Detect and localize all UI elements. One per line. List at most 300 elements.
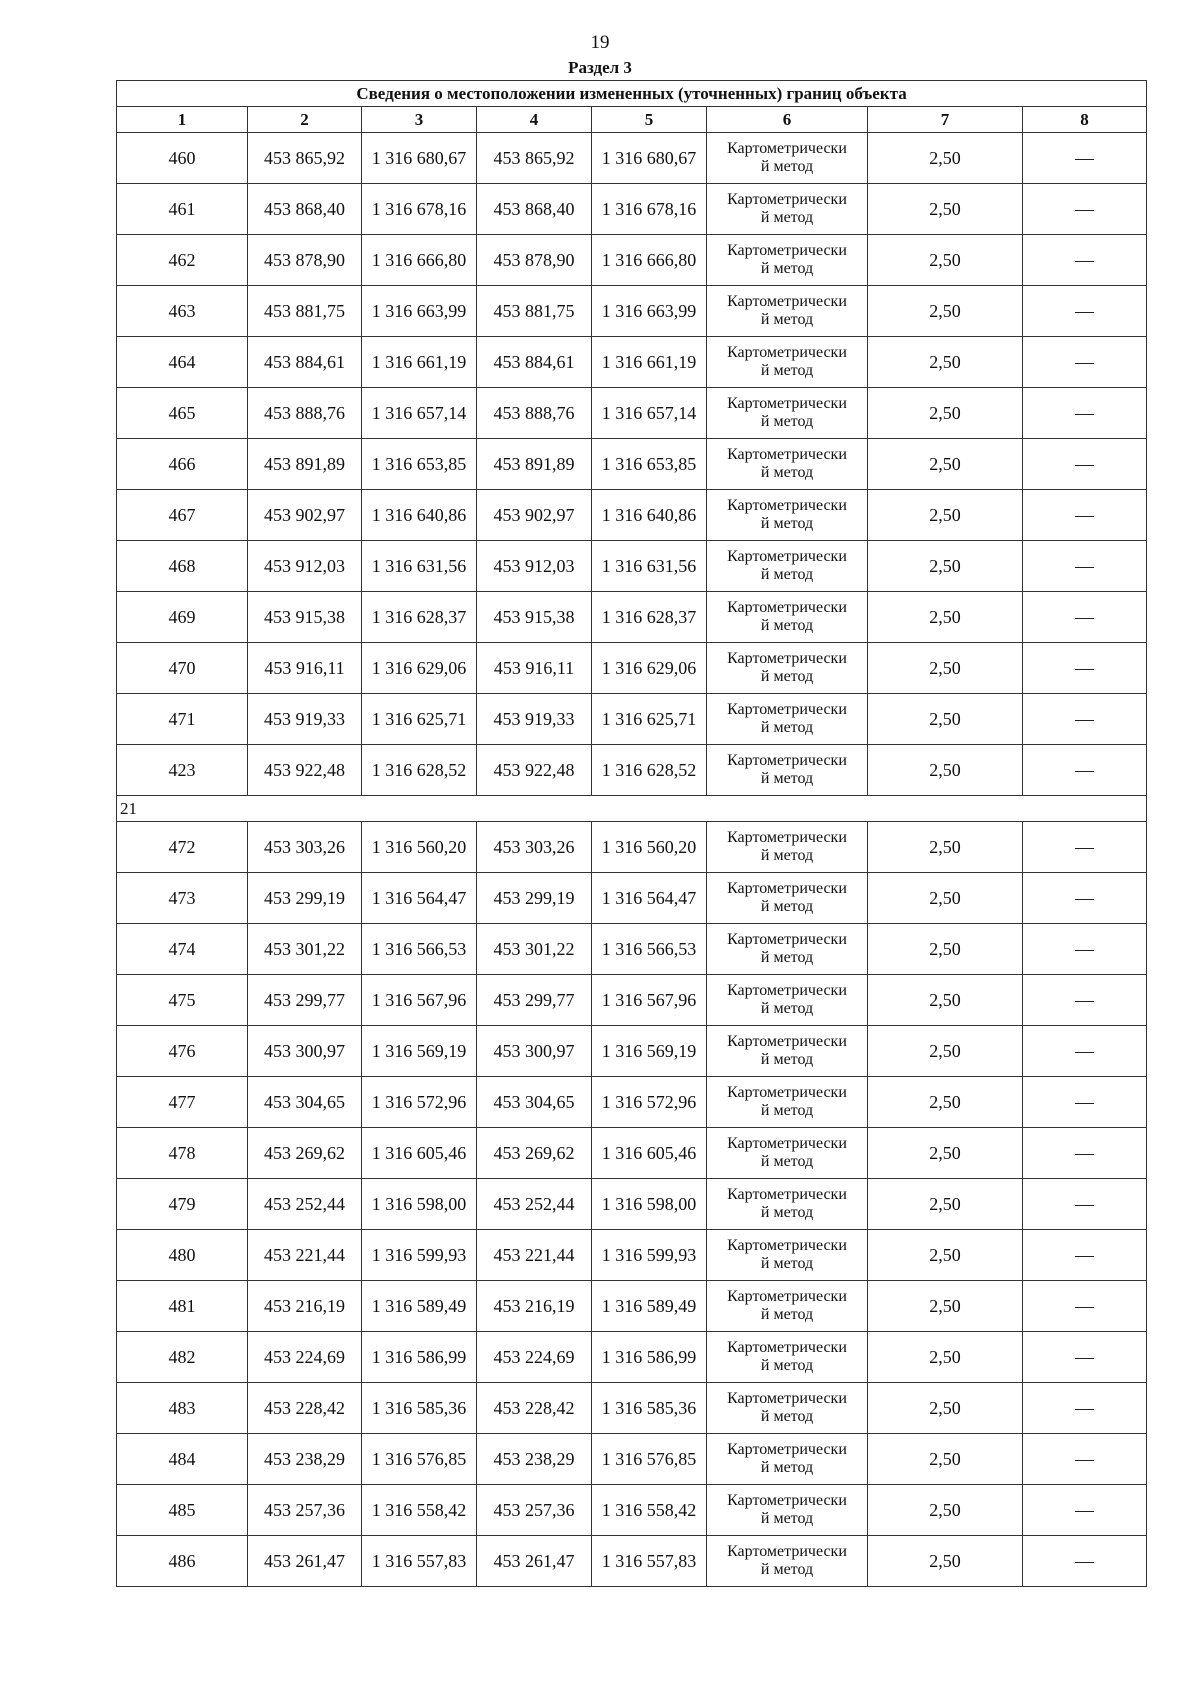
table-row [117, 975, 1147, 1026]
point-number-cell: 474 [117, 924, 248, 975]
point-number-cell: 469 [117, 592, 248, 643]
method-text-line1: Картометрически [727, 191, 847, 208]
contour-label: 21 [117, 796, 1147, 822]
accuracy-cell: 2,50 [868, 1026, 1023, 1077]
method-cell [707, 592, 868, 643]
existing-y-cell: 1 316 599,93 [362, 1230, 477, 1281]
empty-mark-cell [1023, 1281, 1147, 1332]
point-number-cell: 460 [117, 133, 248, 184]
method-cell [707, 490, 868, 541]
dash-mark [1075, 771, 1094, 772]
table-row [117, 439, 1147, 490]
refined-y-cell: 1 316 657,14 [592, 388, 707, 439]
refined-x-cell: 453 891,89 [477, 439, 592, 490]
accuracy-cell: 2,50 [868, 975, 1023, 1026]
section-title: Раздел 3 [568, 58, 632, 77]
refined-x-cell: 453 299,19 [477, 873, 592, 924]
method-text-line1: Картометрически [727, 1135, 847, 1152]
refined-x-cell: 453 919,33 [477, 694, 592, 745]
dash-mark [1075, 1307, 1094, 1308]
page-number: 19 [590, 32, 610, 53]
empty-mark-cell [1023, 184, 1147, 235]
existing-y-cell: 1 316 557,83 [362, 1536, 477, 1587]
refined-y-cell: 1 316 625,71 [592, 694, 707, 745]
column-header: 8 [1023, 107, 1147, 133]
refined-x-cell: 453 902,97 [477, 490, 592, 541]
empty-mark-cell [1023, 286, 1147, 337]
refined-x-cell: 453 915,38 [477, 592, 592, 643]
column-header: 6 [707, 107, 868, 133]
refined-y-cell: 1 316 586,99 [592, 1332, 707, 1383]
table-row [117, 235, 1147, 286]
existing-y-cell: 1 316 680,67 [362, 133, 477, 184]
point-number-cell: 423 [117, 745, 248, 796]
refined-y-cell: 1 316 598,00 [592, 1179, 707, 1230]
empty-mark-cell [1023, 235, 1147, 286]
dash-mark [1075, 1460, 1094, 1461]
existing-x-cell: 453 912,03 [248, 541, 362, 592]
existing-x-cell: 453 919,33 [248, 694, 362, 745]
method-text-line1: Картометрически [727, 982, 847, 999]
empty-mark-cell [1023, 1026, 1147, 1077]
method-text-line1: Картометрически [727, 1543, 847, 1560]
accuracy-cell: 2,50 [868, 1332, 1023, 1383]
method-cell [707, 1128, 868, 1179]
method-cell [707, 924, 868, 975]
method-cell [707, 1485, 868, 1536]
dash-mark [1075, 1001, 1094, 1002]
refined-y-cell: 1 316 653,85 [592, 439, 707, 490]
empty-mark-cell [1023, 694, 1147, 745]
column-number-row [117, 107, 1147, 133]
point-number-cell: 479 [117, 1179, 248, 1230]
method-text-line1: Картометрически [727, 1441, 847, 1458]
table-row [117, 1128, 1147, 1179]
refined-x-cell: 453 888,76 [477, 388, 592, 439]
refined-y-cell: 1 316 569,19 [592, 1026, 707, 1077]
accuracy-cell: 2,50 [868, 337, 1023, 388]
method-cell [707, 1179, 868, 1230]
table-row [117, 694, 1147, 745]
column-header: 7 [868, 107, 1023, 133]
boundary-coordinates-table [116, 80, 1147, 1587]
existing-x-cell: 453 238,29 [248, 1434, 362, 1485]
dash-mark [1075, 899, 1094, 900]
existing-x-cell: 453 881,75 [248, 286, 362, 337]
table-row [117, 643, 1147, 694]
method-text-line2: й метод [760, 1408, 814, 1425]
method-text-line2: й метод [760, 668, 814, 685]
accuracy-cell: 2,50 [868, 184, 1023, 235]
method-text-line2: й метод [760, 1153, 814, 1170]
existing-x-cell: 453 228,42 [248, 1383, 362, 1434]
existing-y-cell: 1 316 663,99 [362, 286, 477, 337]
accuracy-cell: 2,50 [868, 133, 1023, 184]
refined-y-cell: 1 316 599,93 [592, 1230, 707, 1281]
empty-mark-cell [1023, 1536, 1147, 1587]
method-text-line1: Картометрически [727, 344, 847, 361]
existing-x-cell: 453 865,92 [248, 133, 362, 184]
dash-mark [1075, 1154, 1094, 1155]
table-row [117, 1434, 1147, 1485]
column-header: 1 [117, 107, 248, 133]
table-row [117, 1281, 1147, 1332]
table-row [117, 286, 1147, 337]
table-body [117, 133, 1147, 1587]
table-row [117, 592, 1147, 643]
method-text-line1: Картометрически [727, 1492, 847, 1509]
dash-mark [1075, 516, 1094, 517]
refined-x-cell: 453 238,29 [477, 1434, 592, 1485]
refined-x-cell: 453 916,11 [477, 643, 592, 694]
point-number-cell: 461 [117, 184, 248, 235]
method-text-line1: Картометрически [727, 293, 847, 310]
empty-mark-cell [1023, 1128, 1147, 1179]
existing-x-cell: 453 922,48 [248, 745, 362, 796]
empty-mark-cell [1023, 975, 1147, 1026]
dash-mark [1075, 465, 1094, 466]
method-text-line2: й метод [760, 413, 814, 430]
point-number-cell: 467 [117, 490, 248, 541]
accuracy-cell: 2,50 [868, 643, 1023, 694]
refined-y-cell: 1 316 564,47 [592, 873, 707, 924]
existing-y-cell: 1 316 560,20 [362, 822, 477, 873]
table-row [117, 541, 1147, 592]
method-text-line2: й метод [760, 1459, 814, 1476]
method-text-line2: й метод [760, 1204, 814, 1221]
method-text-line2: й метод [760, 1000, 814, 1017]
point-number-cell: 471 [117, 694, 248, 745]
table-row [117, 873, 1147, 924]
refined-x-cell: 453 303,26 [477, 822, 592, 873]
accuracy-cell: 2,50 [868, 1434, 1023, 1485]
point-number-cell: 477 [117, 1077, 248, 1128]
existing-y-cell: 1 316 564,47 [362, 873, 477, 924]
existing-x-cell: 453 304,65 [248, 1077, 362, 1128]
table-row [117, 1230, 1147, 1281]
method-text-line1: Картометрически [727, 880, 847, 897]
method-text-line1: Картометрически [727, 140, 847, 157]
column-header: 4 [477, 107, 592, 133]
method-text-line2: й метод [760, 719, 814, 736]
contour-row [117, 796, 1147, 822]
existing-y-cell: 1 316 566,53 [362, 924, 477, 975]
refined-y-cell: 1 316 576,85 [592, 1434, 707, 1485]
point-number-cell: 476 [117, 1026, 248, 1077]
table-row [117, 490, 1147, 541]
accuracy-cell: 2,50 [868, 592, 1023, 643]
method-text-line2: й метод [760, 158, 814, 175]
refined-y-cell: 1 316 605,46 [592, 1128, 707, 1179]
accuracy-cell: 2,50 [868, 822, 1023, 873]
method-cell [707, 975, 868, 1026]
accuracy-cell: 2,50 [868, 1536, 1023, 1587]
table-row [117, 745, 1147, 796]
existing-y-cell: 1 316 625,71 [362, 694, 477, 745]
method-text-line2: й метод [760, 515, 814, 532]
dash-mark [1075, 261, 1094, 262]
empty-mark-cell [1023, 388, 1147, 439]
dash-mark [1075, 414, 1094, 415]
method-cell [707, 1536, 868, 1587]
method-cell [707, 1281, 868, 1332]
method-text-line1: Картометрически [727, 1186, 847, 1203]
dash-mark [1075, 950, 1094, 951]
table-row [117, 1485, 1147, 1536]
refined-x-cell: 453 301,22 [477, 924, 592, 975]
existing-y-cell: 1 316 569,19 [362, 1026, 477, 1077]
existing-x-cell: 453 888,76 [248, 388, 362, 439]
existing-y-cell: 1 316 640,86 [362, 490, 477, 541]
empty-mark-cell [1023, 822, 1147, 873]
refined-y-cell: 1 316 678,16 [592, 184, 707, 235]
accuracy-cell: 2,50 [868, 745, 1023, 796]
refined-x-cell: 453 300,97 [477, 1026, 592, 1077]
dash-mark [1075, 1256, 1094, 1257]
method-cell [707, 1383, 868, 1434]
table-row [117, 822, 1147, 873]
method-text-line2: й метод [760, 1561, 814, 1578]
refined-x-cell: 453 257,36 [477, 1485, 592, 1536]
existing-x-cell: 453 300,97 [248, 1026, 362, 1077]
empty-mark-cell [1023, 1332, 1147, 1383]
existing-x-cell: 453 261,47 [248, 1536, 362, 1587]
method-text-line1: Картометрически [727, 1390, 847, 1407]
existing-y-cell: 1 316 628,37 [362, 592, 477, 643]
refined-y-cell: 1 316 566,53 [592, 924, 707, 975]
method-text-line2: й метод [760, 949, 814, 966]
refined-y-cell: 1 316 631,56 [592, 541, 707, 592]
method-cell [707, 541, 868, 592]
refined-x-cell: 453 912,03 [477, 541, 592, 592]
refined-y-cell: 1 316 585,36 [592, 1383, 707, 1434]
method-text-line2: й метод [760, 617, 814, 634]
empty-mark-cell [1023, 439, 1147, 490]
existing-y-cell: 1 316 629,06 [362, 643, 477, 694]
method-text-line1: Картометрически [727, 829, 847, 846]
accuracy-cell: 2,50 [868, 1485, 1023, 1536]
accuracy-cell: 2,50 [868, 1383, 1023, 1434]
existing-y-cell: 1 316 657,14 [362, 388, 477, 439]
point-number-cell: 478 [117, 1128, 248, 1179]
empty-mark-cell [1023, 592, 1147, 643]
method-text-line2: й метод [760, 1102, 814, 1119]
table-row [117, 1026, 1147, 1077]
refined-y-cell: 1 316 558,42 [592, 1485, 707, 1536]
method-text-line2: й метод [760, 209, 814, 226]
refined-y-cell: 1 316 666,80 [592, 235, 707, 286]
existing-x-cell: 453 916,11 [248, 643, 362, 694]
point-number-cell: 475 [117, 975, 248, 1026]
point-number-cell: 484 [117, 1434, 248, 1485]
refined-x-cell: 453 304,65 [477, 1077, 592, 1128]
dash-mark [1075, 669, 1094, 670]
dash-mark [1075, 1358, 1094, 1359]
method-text-line1: Картометрически [727, 242, 847, 259]
dash-mark [1075, 1205, 1094, 1206]
accuracy-cell: 2,50 [868, 1230, 1023, 1281]
point-number-cell: 485 [117, 1485, 248, 1536]
method-text-line2: й метод [760, 1255, 814, 1272]
method-text-line1: Картометрически [727, 650, 847, 667]
existing-y-cell: 1 316 558,42 [362, 1485, 477, 1536]
table-row [117, 924, 1147, 975]
point-number-cell: 480 [117, 1230, 248, 1281]
existing-x-cell: 453 878,90 [248, 235, 362, 286]
empty-mark-cell [1023, 1383, 1147, 1434]
method-text-line1: Картометрически [727, 1033, 847, 1050]
dash-mark [1075, 210, 1094, 211]
method-text-line2: й метод [760, 898, 814, 915]
method-text-line1: Картометрически [727, 497, 847, 514]
method-text-line1: Картометрически [727, 395, 847, 412]
table-row [117, 133, 1147, 184]
accuracy-cell: 2,50 [868, 873, 1023, 924]
dash-mark [1075, 1103, 1094, 1104]
method-text-line2: й метод [760, 770, 814, 787]
existing-y-cell: 1 316 666,80 [362, 235, 477, 286]
refined-y-cell: 1 316 560,20 [592, 822, 707, 873]
existing-y-cell: 1 316 598,00 [362, 1179, 477, 1230]
method-text-line2: й метод [760, 1357, 814, 1374]
refined-y-cell: 1 316 628,52 [592, 745, 707, 796]
method-text-line2: й метод [760, 847, 814, 864]
existing-y-cell: 1 316 661,19 [362, 337, 477, 388]
method-cell [707, 235, 868, 286]
existing-y-cell: 1 316 586,99 [362, 1332, 477, 1383]
empty-mark-cell [1023, 1179, 1147, 1230]
existing-x-cell: 453 303,26 [248, 822, 362, 873]
refined-x-cell: 453 881,75 [477, 286, 592, 337]
refined-x-cell: 453 252,44 [477, 1179, 592, 1230]
dash-mark [1075, 1052, 1094, 1053]
refined-y-cell: 1 316 640,86 [592, 490, 707, 541]
method-cell [707, 337, 868, 388]
empty-mark-cell [1023, 490, 1147, 541]
method-cell [707, 286, 868, 337]
method-text-line1: Картометрически [727, 1288, 847, 1305]
empty-mark-cell [1023, 643, 1147, 694]
existing-y-cell: 1 316 605,46 [362, 1128, 477, 1179]
column-header: 3 [362, 107, 477, 133]
accuracy-cell: 2,50 [868, 388, 1023, 439]
method-cell [707, 694, 868, 745]
refined-x-cell: 453 884,61 [477, 337, 592, 388]
method-cell [707, 1230, 868, 1281]
dash-mark [1075, 1562, 1094, 1563]
table-row [117, 388, 1147, 439]
existing-x-cell: 453 884,61 [248, 337, 362, 388]
point-number-cell: 481 [117, 1281, 248, 1332]
existing-x-cell: 453 252,44 [248, 1179, 362, 1230]
existing-y-cell: 1 316 653,85 [362, 439, 477, 490]
method-text-line2: й метод [760, 1306, 814, 1323]
method-cell [707, 873, 868, 924]
method-cell [707, 133, 868, 184]
method-cell [707, 745, 868, 796]
existing-y-cell: 1 316 585,36 [362, 1383, 477, 1434]
method-text-line2: й метод [760, 1051, 814, 1068]
point-number-cell: 473 [117, 873, 248, 924]
table-row [117, 1179, 1147, 1230]
point-number-cell: 462 [117, 235, 248, 286]
accuracy-cell: 2,50 [868, 694, 1023, 745]
column-header: 5 [592, 107, 707, 133]
method-text-line2: й метод [760, 566, 814, 583]
existing-x-cell: 453 257,36 [248, 1485, 362, 1536]
refined-x-cell: 453 299,77 [477, 975, 592, 1026]
point-number-cell: 463 [117, 286, 248, 337]
accuracy-cell: 2,50 [868, 1128, 1023, 1179]
accuracy-cell: 2,50 [868, 541, 1023, 592]
accuracy-cell: 2,50 [868, 924, 1023, 975]
existing-x-cell: 453 915,38 [248, 592, 362, 643]
dash-mark [1075, 720, 1094, 721]
accuracy-cell: 2,50 [868, 1077, 1023, 1128]
refined-y-cell: 1 316 557,83 [592, 1536, 707, 1587]
refined-y-cell: 1 316 572,96 [592, 1077, 707, 1128]
accuracy-cell: 2,50 [868, 235, 1023, 286]
dash-mark [1075, 159, 1094, 160]
point-number-cell: 482 [117, 1332, 248, 1383]
method-text-line1: Картометрически [727, 752, 847, 769]
refined-y-cell: 1 316 567,96 [592, 975, 707, 1026]
refined-x-cell: 453 269,62 [477, 1128, 592, 1179]
method-text-line1: Картометрически [727, 1237, 847, 1254]
refined-y-cell: 1 316 661,19 [592, 337, 707, 388]
existing-y-cell: 1 316 589,49 [362, 1281, 477, 1332]
refined-x-cell: 453 922,48 [477, 745, 592, 796]
empty-mark-cell [1023, 873, 1147, 924]
method-text-line1: Картометрически [727, 548, 847, 565]
empty-mark-cell [1023, 1077, 1147, 1128]
method-text-line1: Картометрически [727, 701, 847, 718]
existing-y-cell: 1 316 631,56 [362, 541, 477, 592]
point-number-cell: 472 [117, 822, 248, 873]
existing-x-cell: 453 891,89 [248, 439, 362, 490]
method-text-line1: Картометрически [727, 446, 847, 463]
method-cell [707, 1026, 868, 1077]
existing-x-cell: 453 216,19 [248, 1281, 362, 1332]
accuracy-cell: 2,50 [868, 490, 1023, 541]
table-row [117, 1077, 1147, 1128]
method-cell [707, 1077, 868, 1128]
existing-y-cell: 1 316 567,96 [362, 975, 477, 1026]
accuracy-cell: 2,50 [868, 1281, 1023, 1332]
dash-mark [1075, 312, 1094, 313]
empty-mark-cell [1023, 133, 1147, 184]
refined-x-cell: 453 865,92 [477, 133, 592, 184]
refined-x-cell: 453 261,47 [477, 1536, 592, 1587]
refined-y-cell: 1 316 629,06 [592, 643, 707, 694]
method-text-line1: Картометрически [727, 1084, 847, 1101]
point-number-cell: 466 [117, 439, 248, 490]
method-cell [707, 439, 868, 490]
table-row [117, 337, 1147, 388]
existing-y-cell: 1 316 572,96 [362, 1077, 477, 1128]
table-caption: Сведения о местоположении измененных (уточненных) границ объекта [117, 81, 1147, 107]
method-text-line2: й метод [760, 464, 814, 481]
dash-mark [1075, 1409, 1094, 1410]
empty-mark-cell [1023, 337, 1147, 388]
method-cell [707, 643, 868, 694]
empty-mark-cell [1023, 1485, 1147, 1536]
point-number-cell: 483 [117, 1383, 248, 1434]
method-cell [707, 388, 868, 439]
empty-mark-cell [1023, 745, 1147, 796]
refined-y-cell: 1 316 589,49 [592, 1281, 707, 1332]
refined-y-cell: 1 316 680,67 [592, 133, 707, 184]
